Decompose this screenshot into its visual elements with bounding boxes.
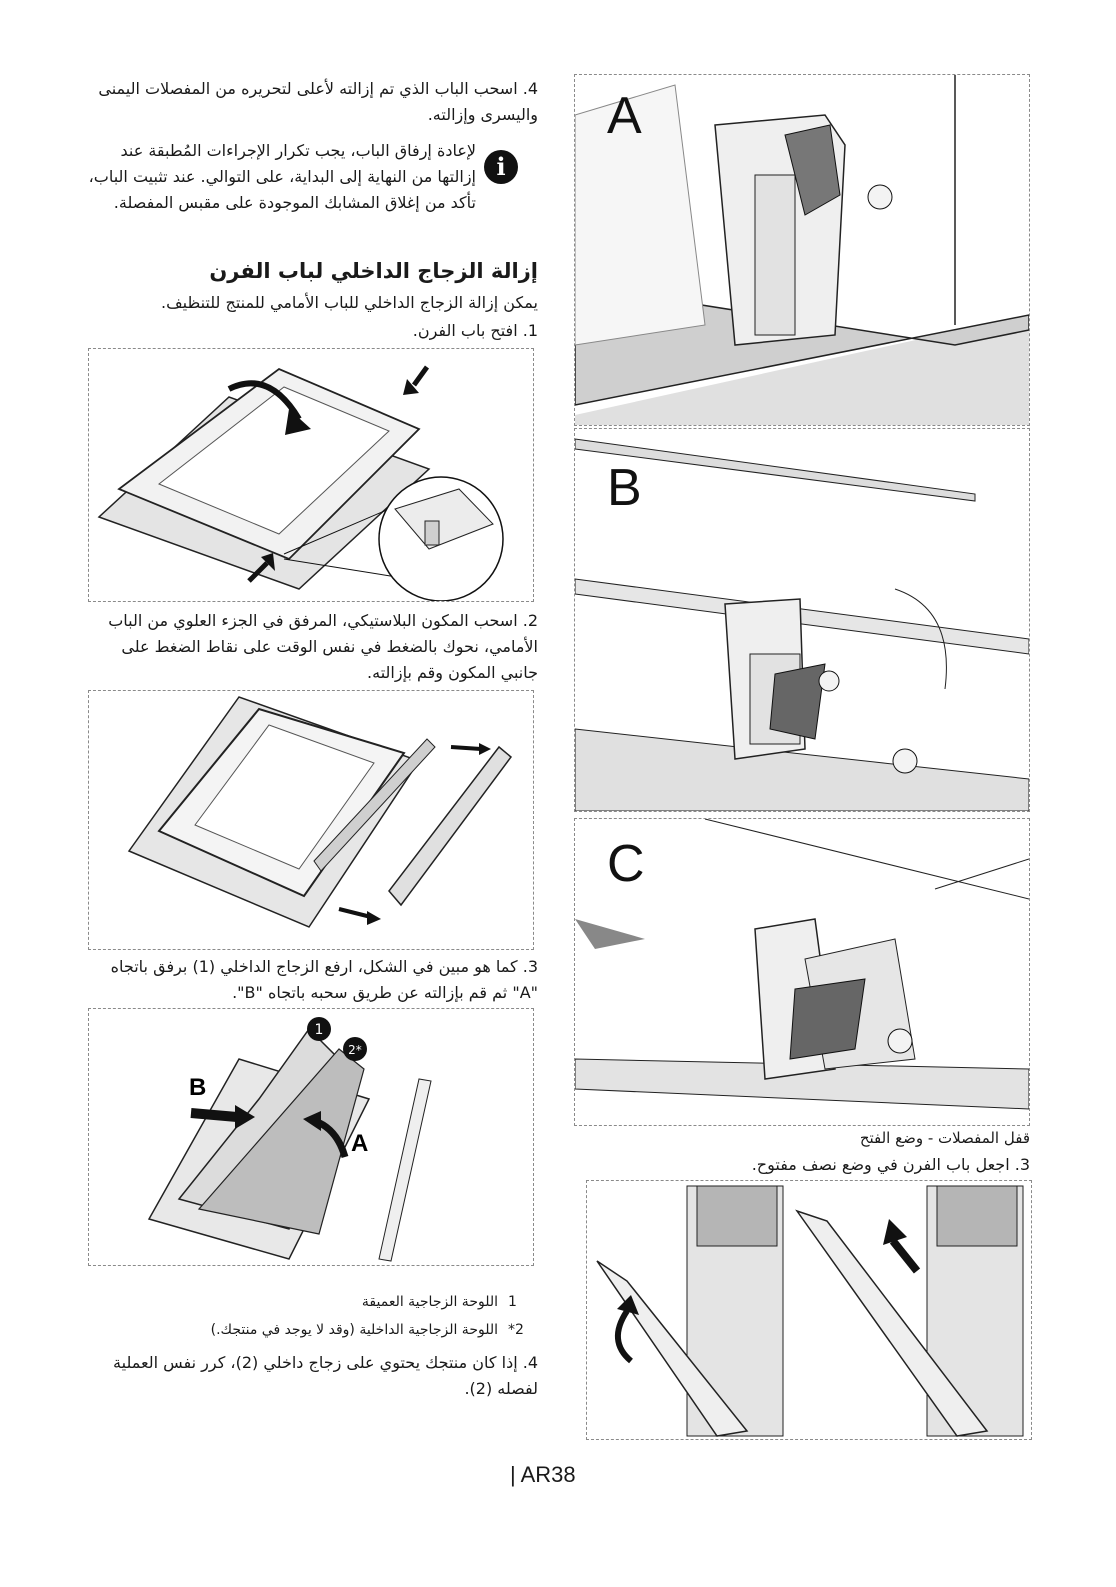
legend-text: اللوحة الزجاجية العميقة [361, 1294, 498, 1310]
info-note: لإعادة إرفاق الباب، يجب تكرار الإجراءات المُطبقة عند إزالتها من النهاية إلى البداية، على التوالي. عند تثبيت الباب، تأكد من إغلاق المشابك الموجودة على مقبس المفصلة. [88, 141, 476, 212]
step-1-open-door: 1. افتح باب الفرن. [412, 321, 538, 340]
section-heading: إزالة الزجاج الداخلي لباب الفرن [209, 259, 538, 283]
step-2-pull-plastic: 2. اسحب المكون البلاستيكي، المرفق في الجزء العلوي من الباب الأمامي، نحوك بالضغط في نفس الوقت على نقاط الضغط على جانبي المكون وقم بإزالته. [108, 611, 538, 682]
legend-item-2 [88, 1320, 538, 1340]
figure-half-open-door [586, 1180, 1032, 1440]
step-4-second-glass: 4. إذا كان منتجك يحتوي على زجاج داخلي (2)، كرر نفس العملية لفصله (2). [113, 1353, 538, 1398]
step-3-half-open: 3. اجعل باب الفرن في وضع نصف مفتوح. [751, 1155, 1030, 1174]
hinge-panel-a [574, 74, 1030, 426]
legend-number: 1 [508, 1294, 517, 1310]
hinge-panel-b [574, 428, 1030, 812]
intro-text: يمكن إزالة الزجاج الداخلي للباب الأمامي للمنتج للتنظيف. [160, 293, 538, 312]
direction-label-a: A [351, 1130, 369, 1157]
step-3-lift-glass: 3. كما هو مبين في الشكل، ارفع الزجاج الداخلي (1) برفق باتجاه "A" ثم قم بإزالته عن طريق سحبه باتجاه "B". [110, 957, 538, 1002]
glass-label-1: 1 [314, 1022, 324, 1038]
legend-item-1 [88, 1292, 538, 1312]
figure-open-door [88, 348, 534, 602]
info-icon: i [484, 150, 518, 184]
panel-letter-b: B [607, 459, 642, 517]
glass-label-2: 2* [348, 1043, 362, 1057]
step-4-remove-door: 4. اسحب الباب الذي تم إزالته لأعلى لتحريره من المفصلات اليمنى واليسرى وإزالته. [98, 79, 538, 124]
panel-letter-c: C [607, 835, 645, 893]
direction-label-b: B [189, 1074, 207, 1101]
figure-plastic-removal [88, 690, 534, 950]
hinge-panel-c [574, 818, 1030, 1126]
legend-text: اللوحة الزجاجية الداخلية (وقد لا يوجد في منتجك.) [210, 1322, 498, 1338]
panel-letter-a: A [607, 87, 642, 145]
page-number: | AR38 [510, 1462, 576, 1487]
legend-number: *2 [508, 1322, 524, 1338]
hinge-caption: قفل المفصلات - وضع الفتح [859, 1129, 1030, 1147]
figure-glass-removal [88, 1008, 534, 1266]
